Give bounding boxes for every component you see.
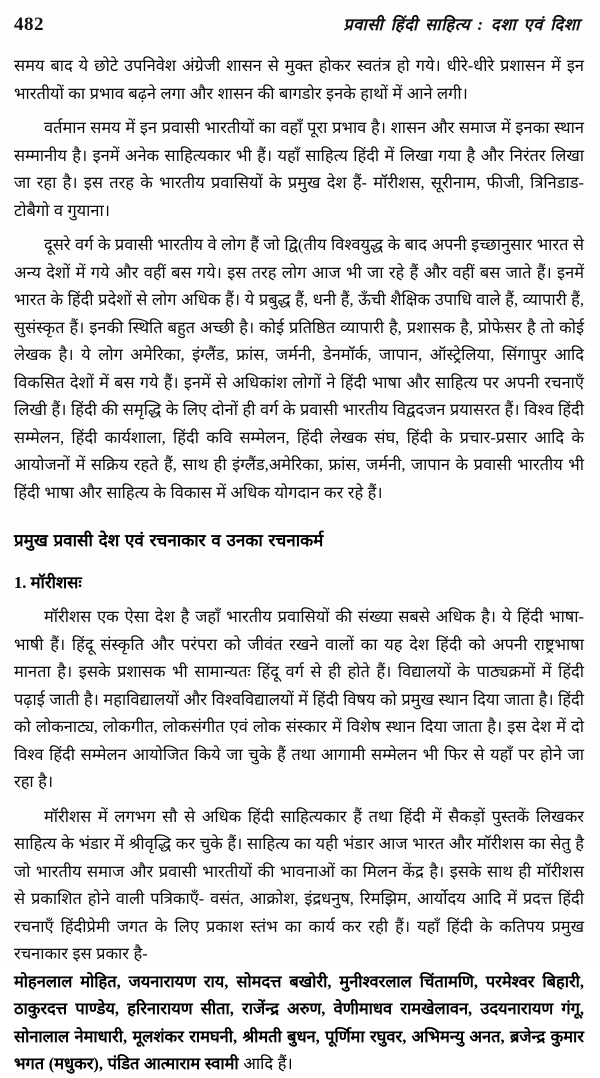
paragraph-present-influence: वर्तमान समय में इन प्रवासी भारतीयों का वहाँ पूरा प्रभाव है। शासन और समाज में इनका स्थान सम्मानीय है। इनमें अनेक साहित्यकार भी हैं। यहाँ साहित्य हिंदी में लिखा गया है और निरंतर लिखा जा रहा है। इस तरह के भारतीय प्रवासियों के प्रमुख देश हैं- मॉरीशस, सूरीनाम, फीजी, त्रिनिडाड-टोबैगो व गुयाना। bbox=[14, 118, 584, 220]
writers-name-list bbox=[14, 968, 584, 1078]
section-spacer bbox=[14, 506, 584, 528]
heading-spacer bbox=[14, 554, 584, 570]
running-head bbox=[14, 12, 584, 42]
paragraph-spacer bbox=[14, 107, 584, 114]
paragraph-spacer bbox=[14, 224, 584, 231]
paragraph-spacer bbox=[14, 796, 584, 803]
body-column bbox=[14, 52, 584, 1078]
section-heading: प्रमुख प्रवासी देश एवं रचनाकार व उनका रचनाकर्म bbox=[14, 531, 324, 550]
writers-names-tail: आदि हैं। bbox=[238, 1054, 293, 1073]
running-title: प्रवासी हिंदी साहित्य : दशा एवं दिशा bbox=[343, 15, 580, 34]
writers-names: मोहनलाल मोहित, जयनारायण राय, सोमदत्त बखोरी, मुनीश्वरलाल चिंतामणि, परमेश्वर बिहारी, ठाकुरदत्त पाण्डेय, हरिनारायण सीता, राजेंन्द्र अरुण, वेणीमाधव रामखेलावन, उदयनारायण गंगू, सोनालाल नेमाधारी, मूलशंकर रामघनी, श्रीमती बुधन, पूर्णिमा रघुवर, अभिमन्यु अनत, ब्रजेन्द्र कुमार भगत (मधुकर), पंडित आत्माराम स्वामी bbox=[14, 971, 584, 1073]
heading-spacer bbox=[14, 596, 584, 603]
sub-heading-mauritius: 1. मॉरीशसः bbox=[14, 573, 82, 592]
paragraph-second-category: दूसरे वर्ग के प्रवासी भारतीय वे लोग हैं जो द्वि(तीय विश्वयुद्ध के बाद अपनी इच्छानुसार भारत से अन्य देशों में गये और वहीं बस गये। इस तरह लोग आज भी जा रहे हैं और वहीं बस जाते हैं। इनमें भारत के हिंदी प्रदेशों से लोग अधिक हैं। ये प्रबुद्ध हैं, धनी हैं, ऊँची शैक्षिक उपाधि वाले हैं, व्यापारी हैं, सुसंस्कृत हैं। इनकी स्थिति बहुत अच्छी है। कोई प्रतिष्ठित व्यापारी है, प्रशासक है, प्रोफेसर है तो कोई लेखक है। ये लोग अमेरिका, इंग्लैंड, फ्रांस, जर्मनी, डेनमॉर्क, जापान, ऑस्ट्रेलिया, सिंगापुर आदि विकसित देशों में बस गये हैं। इनमें से अधिकांश लोगों ने हिंदी भाषा और साहित्य पर अपनी रचनाएँ लिखी हैं। हिंदी की समृद्धि के लिए दोनों ही वर्ग के प्रवासी भारतीय विद्वदजन प्रयासरत हैं। विश्व हिंदी सम्मेलन, हिंदी कार्यशाला, हिंदी कवि सम्मेलन, हिंदी लेखक संघ, हिंदी के प्रचार-प्रसार आदि के आयोजनों में सक्रिय रहते हैं, साथ ही इंग्लैंड,अमेरिका, फ्रांस, जर्मनी, जापान के प्रवासी भारतीय भी हिंदी भाषा और साहित्य के विकास में अधिक योगदान कर रहे हैं। bbox=[14, 235, 584, 502]
paragraph-mauritius-writers-lead: मॉरीशस में लगभग सौ से अधिक हिंदी साहित्यकार हैं तथा हिंदी में सैकड़ों पुस्तकें लिखकर साहित्य के भंडार में श्रीवृद्धि कर चुके हैं। साहित्य का यही भंडार आज भारत और मॉरीशस का सेतु है जो भारतीय समाज और प्रवासी भारतीयों की भावनाओं का मिलन केंद्र है। इसके साथ ही मॉरीशस से प्रकाशित होने वाली पत्रिकाएँ- वसंत, आक्रोश, इंद्रधनुष, रिमझिम, आर्योदय आदि में प्रदत्त हिंदी रचनाएँ हिंदीप्रेमी जगत के लिए प्रकाश स्तंभ का कार्य कर रही हैं। यहाँ हिंदी के कतिपय प्रमुख रचनाकार इस प्रकार है- bbox=[14, 806, 584, 963]
page-number: 482 bbox=[14, 14, 44, 35]
paragraph-colonies-freedom: समय बाद ये छोटे उपनिवेश अंग्रेजी शासन से मुक्त होकर स्वतंत्र हो गये। धीरे-धीरे प्रशासन में इन भारतीयों का प्रभाव बढ़ने लगा और शासन की बागडोर इनके हाथों में आने लगी। bbox=[14, 56, 584, 103]
paragraph-mauritius-overview: मॉरीशस एक ऐसा देश है जहाँ भारतीय प्रवासियों की संख्या सबसे अधिक है। ये हिंदी भाषा-भाषी हैं। हिंदू संस्कृति और परंपरा को जीवंत रखने वालों का यह देश हिंदी को अपनी राष्ट्रभाषा मानता है। इसके प्रशासक भी सामान्यतः हिंदू वर्ग से ही होते हैं। विद्यालयों के पाठ्यक्रमों में हिंदी पढ़ाई जाती है। महाविद्यालयों और विश्वविद्यालयों में हिंदी विषय को प्रमुख स्थान दिया जाता है। हिंदी को लोकनाट्य, लोकगीत, लोकसंगीत एवं लोक संस्कार में विशेष स्थान दिया जाता है। इस देश में दो विश्व हिंदी सम्मेलन आयोजित किये जा चुके हैं तथा आगामी सम्मेलन भी फिर से यहाँ पर होने जा रहा है। bbox=[14, 607, 584, 791]
